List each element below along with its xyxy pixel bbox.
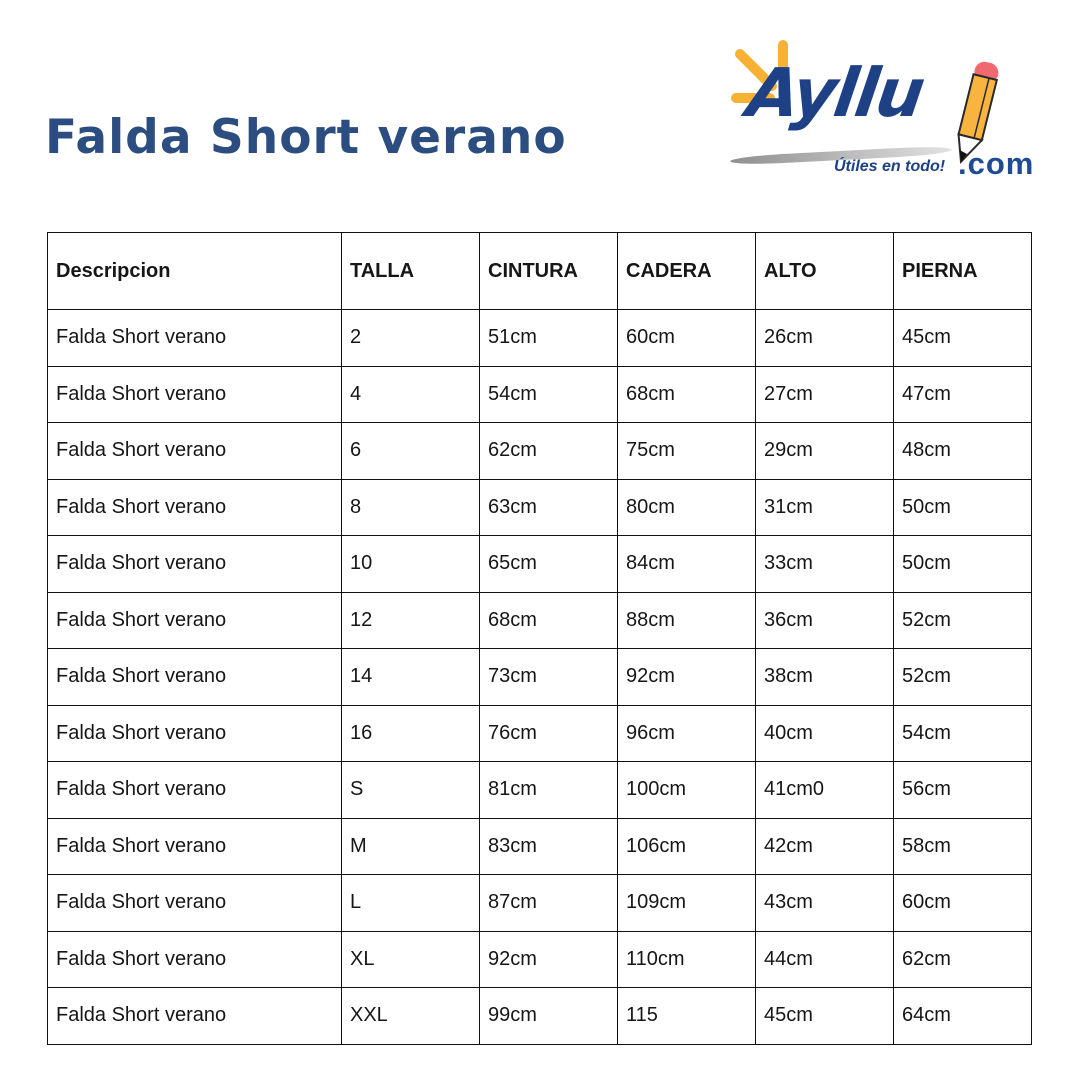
table-cell: M <box>342 818 480 875</box>
table-cell: 96cm <box>618 705 756 762</box>
brand-tld: .com <box>958 146 1035 181</box>
column-header-cadera: CADERA <box>618 233 756 310</box>
table-cell: 50cm <box>894 536 1032 593</box>
table-cell: 54cm <box>894 705 1032 762</box>
brand-logo <box>718 34 1058 189</box>
table-cell: 115 <box>618 988 756 1045</box>
table-cell: 38cm <box>756 649 894 706</box>
table-cell: 54cm <box>480 366 618 423</box>
table-cell: 27cm <box>756 366 894 423</box>
column-header-cintura: CINTURA <box>480 233 618 310</box>
table-cell: 68cm <box>618 366 756 423</box>
table-cell: 12 <box>342 592 480 649</box>
table-row <box>48 479 1032 536</box>
table-cell: 92cm <box>480 931 618 988</box>
table-cell: 8 <box>342 479 480 536</box>
table-cell: 40cm <box>756 705 894 762</box>
table-cell: 52cm <box>894 592 1032 649</box>
table-cell: XL <box>342 931 480 988</box>
table-cell: 16 <box>342 705 480 762</box>
table-cell: 110cm <box>618 931 756 988</box>
table-cell: 99cm <box>480 988 618 1045</box>
table-cell: 60cm <box>618 310 756 367</box>
table-cell: Falda Short verano <box>48 592 342 649</box>
table-cell: 73cm <box>480 649 618 706</box>
table-cell: 4 <box>342 366 480 423</box>
table-row <box>48 762 1032 819</box>
table-cell: 6 <box>342 423 480 480</box>
table-cell: 63cm <box>480 479 618 536</box>
table-cell: Falda Short verano <box>48 762 342 819</box>
table-cell: 33cm <box>756 536 894 593</box>
table-cell: 45cm <box>894 310 1032 367</box>
brand-wordmark: Ayllu <box>742 54 928 132</box>
table-cell: Falda Short verano <box>48 818 342 875</box>
table-cell: 52cm <box>894 649 1032 706</box>
table-cell: S <box>342 762 480 819</box>
table-row <box>48 931 1032 988</box>
table-row <box>48 818 1032 875</box>
table-body <box>48 310 1032 1045</box>
table-cell: 42cm <box>756 818 894 875</box>
column-header-talla: TALLA <box>342 233 480 310</box>
table-cell: Falda Short verano <box>48 875 342 932</box>
table-cell: 83cm <box>480 818 618 875</box>
table-cell: 62cm <box>894 931 1032 988</box>
table-cell: 64cm <box>894 988 1032 1045</box>
table-cell: 106cm <box>618 818 756 875</box>
table-cell: 47cm <box>894 366 1032 423</box>
table-cell: 81cm <box>480 762 618 819</box>
table-cell: 56cm <box>894 762 1032 819</box>
table-cell: Falda Short verano <box>48 310 342 367</box>
table-cell: XXL <box>342 988 480 1045</box>
table-cell: 92cm <box>618 649 756 706</box>
table-cell: 2 <box>342 310 480 367</box>
table-cell: 84cm <box>618 536 756 593</box>
table-cell: 50cm <box>894 479 1032 536</box>
table-cell: 14 <box>342 649 480 706</box>
table-cell: Falda Short verano <box>48 479 342 536</box>
table-row <box>48 705 1032 762</box>
table-cell: 10 <box>342 536 480 593</box>
table-cell: 51cm <box>480 310 618 367</box>
brand-tagline: Útiles en todo! <box>834 158 946 175</box>
table-cell: Falda Short verano <box>48 988 342 1045</box>
table-row <box>48 310 1032 367</box>
column-header-pierna: PIERNA <box>894 233 1032 310</box>
table-cell: 65cm <box>480 536 618 593</box>
size-chart-table <box>47 232 1032 1045</box>
table-row <box>48 366 1032 423</box>
table-row <box>48 592 1032 649</box>
table-cell: Falda Short verano <box>48 705 342 762</box>
table-cell: 29cm <box>756 423 894 480</box>
table-cell: 60cm <box>894 875 1032 932</box>
table-cell: 68cm <box>480 592 618 649</box>
table-row <box>48 536 1032 593</box>
table-row <box>48 649 1032 706</box>
table-cell: 48cm <box>894 423 1032 480</box>
table-cell: 36cm <box>756 592 894 649</box>
table-cell: Falda Short verano <box>48 423 342 480</box>
table-cell: 44cm <box>756 931 894 988</box>
table-cell: 26cm <box>756 310 894 367</box>
table-cell: 80cm <box>618 479 756 536</box>
table-row <box>48 423 1032 480</box>
table-header-row <box>48 233 1032 310</box>
column-header-descripcion: Descripcion <box>48 233 342 310</box>
table-cell: Falda Short verano <box>48 649 342 706</box>
table-cell: 76cm <box>480 705 618 762</box>
table-cell: 62cm <box>480 423 618 480</box>
page-title: Falda Short verano <box>45 110 567 165</box>
table-cell: 87cm <box>480 875 618 932</box>
table-row <box>48 875 1032 932</box>
table-cell: 31cm <box>756 479 894 536</box>
table-cell: Falda Short verano <box>48 931 342 988</box>
table-cell: Falda Short verano <box>48 536 342 593</box>
table-cell: 100cm <box>618 762 756 819</box>
table-cell: 43cm <box>756 875 894 932</box>
table-cell: Falda Short verano <box>48 366 342 423</box>
table-cell: 75cm <box>618 423 756 480</box>
column-header-alto: ALTO <box>756 233 894 310</box>
table-cell: L <box>342 875 480 932</box>
table-cell: 58cm <box>894 818 1032 875</box>
table-cell: 88cm <box>618 592 756 649</box>
table-row <box>48 988 1032 1045</box>
table-head <box>48 233 1032 310</box>
table-cell: 109cm <box>618 875 756 932</box>
table-cell: 41cm0 <box>756 762 894 819</box>
table-cell: 45cm <box>756 988 894 1045</box>
